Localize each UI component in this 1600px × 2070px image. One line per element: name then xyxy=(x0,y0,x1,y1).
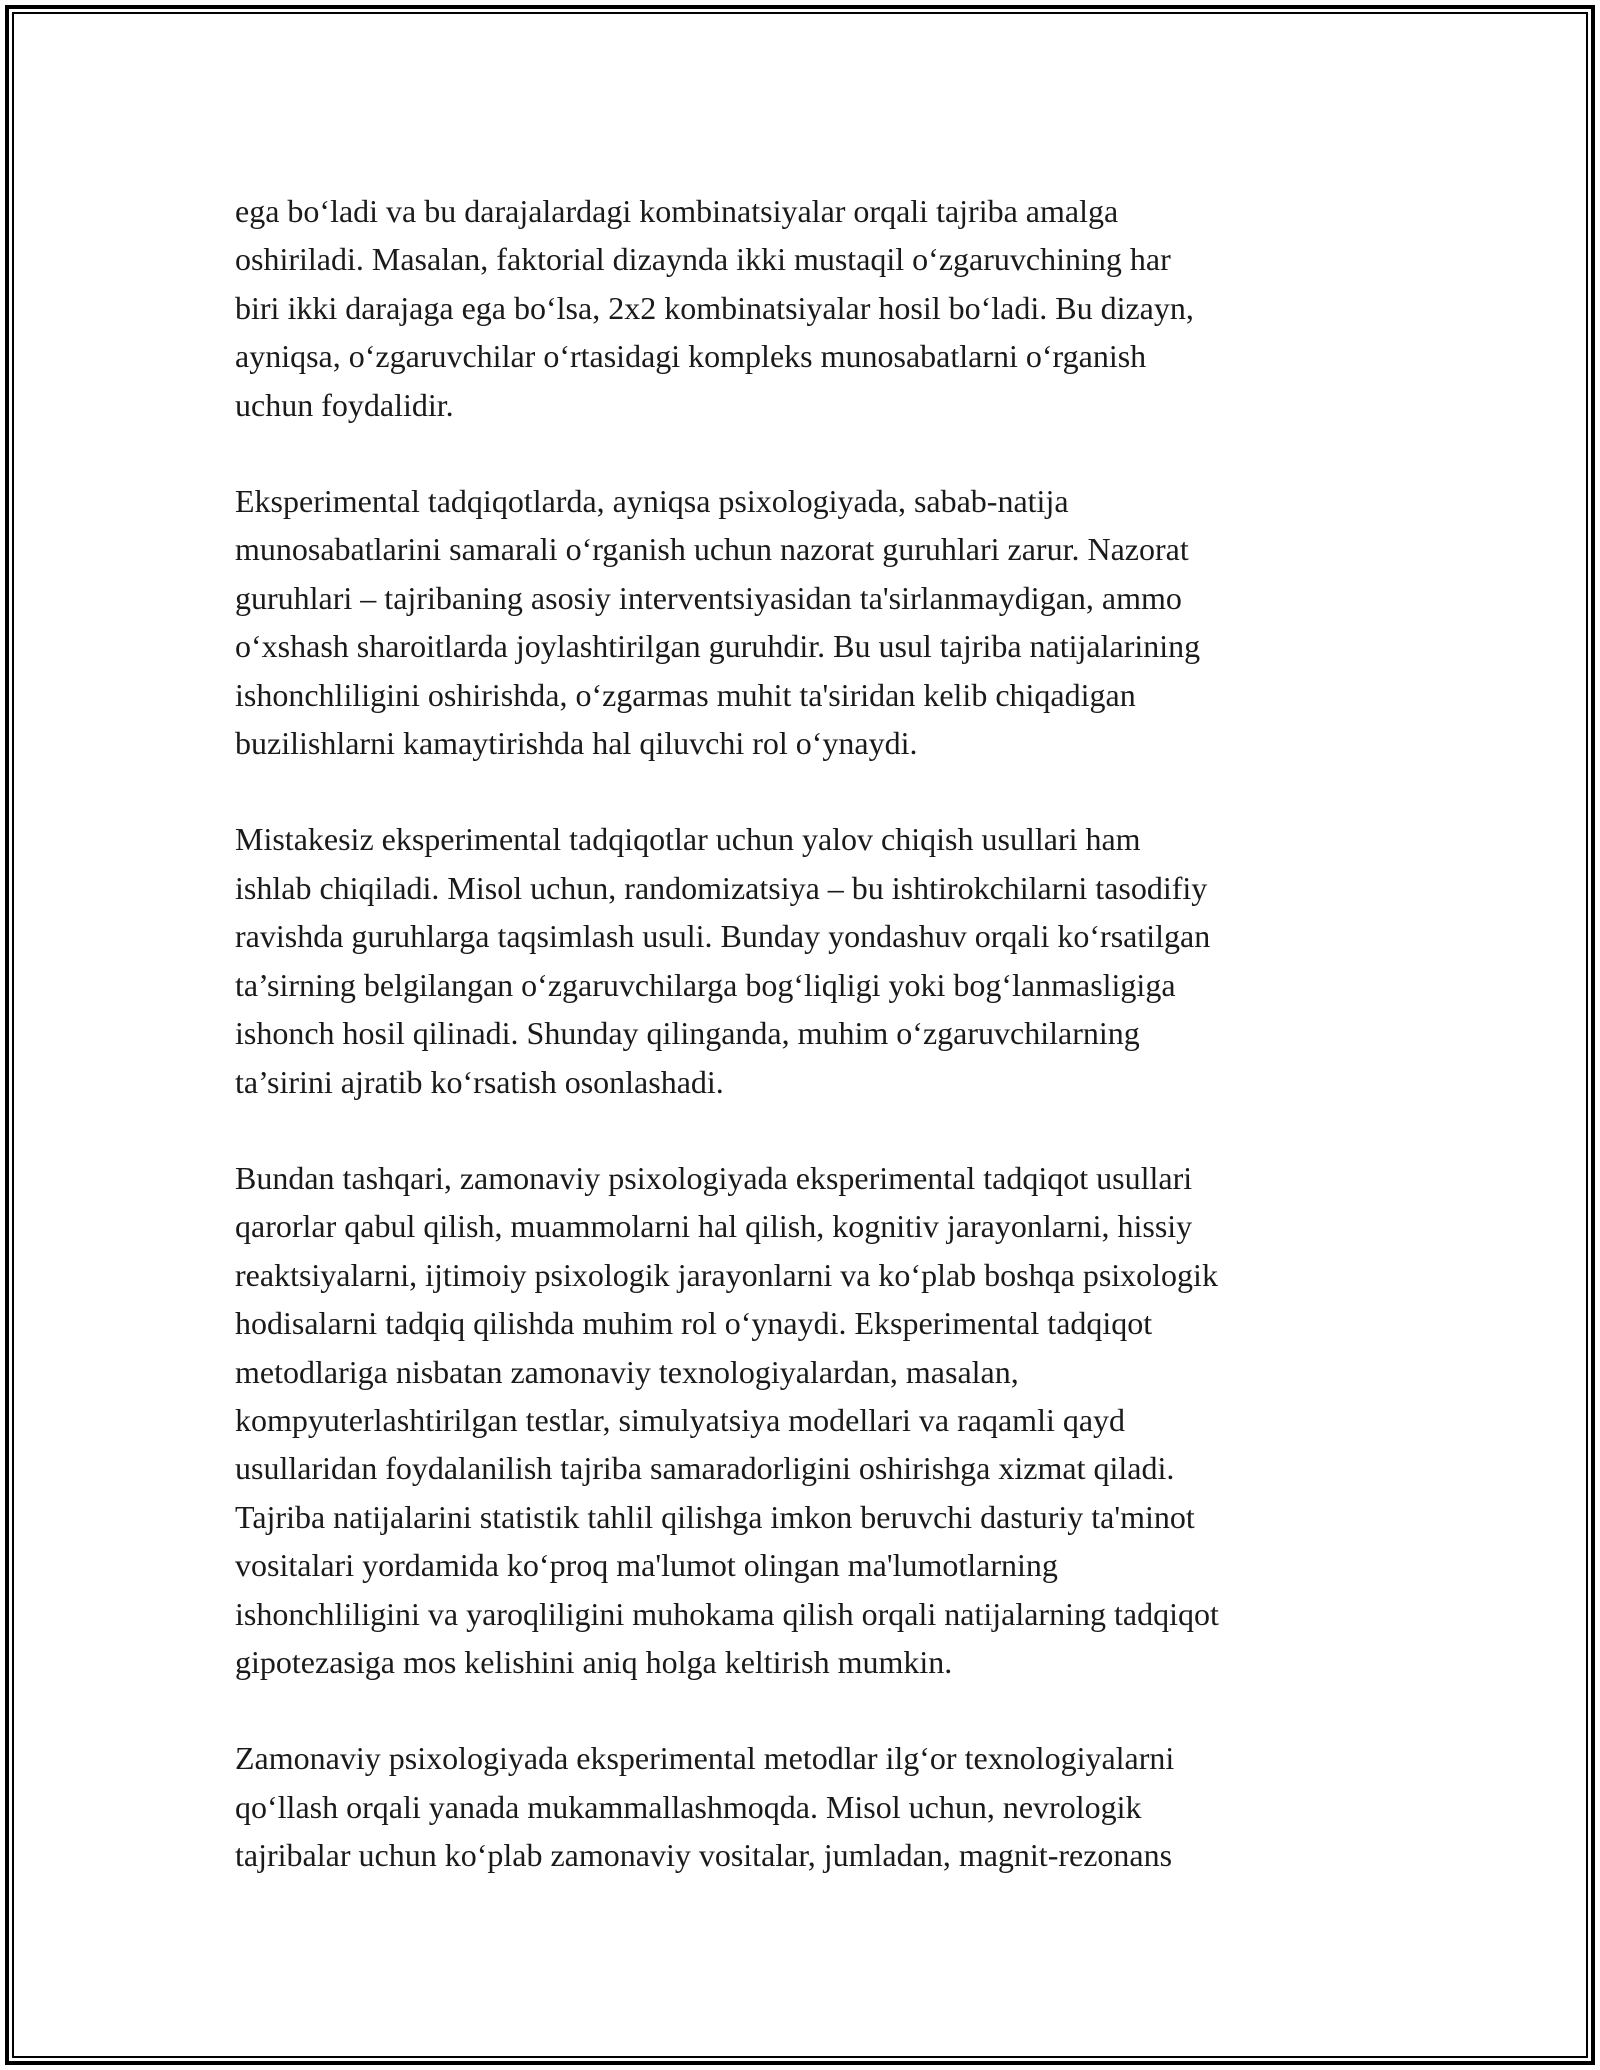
text-line: ishonchliligini oshirishda, o‘zgarmas muhit ta'siridan kelib chiqadigan xyxy=(235,676,1136,713)
text-line: oshiriladi. Masalan, faktorial dizaynda ikki mustaqil o‘zgaruvchining har xyxy=(235,241,1171,278)
text-line: ishlab chiqiladi. Misol uchun, randomizatsiya – bu ishtirokchilarni tasodifiy xyxy=(235,869,1208,906)
text-line: vositalari yordamida ko‘proq ma'lumot olingan ma'lumotlarning xyxy=(235,1547,1058,1584)
text-line: ishonch hosil qilinadi. Shunday qilinganda, muhim o‘zgaruvchilarning xyxy=(235,1015,1140,1052)
text-line: biri ikki darajaga ega bo‘lsa, 2x2 kombinatsiyalar hosil bo‘ladi. Bu dizayn, xyxy=(235,289,1194,326)
paragraph xyxy=(235,1154,1370,1686)
text-line: munosabatlarini samarali o‘rganish uchun nazorat guruhlari zarur. Nazorat xyxy=(235,531,1189,568)
text-line: Eksperimental tadqiqotlarda, ayniqsa psixologiyada, sabab-natija xyxy=(235,483,1069,520)
text-line: Bundan tashqari, zamonaviy psixologiyada eksperimental tadqiqot usullari xyxy=(235,1159,1193,1196)
text-line: hodisalarni tadqiq qilishda muhim rol o‘ynaydi. Eksperimental tadqiqot xyxy=(235,1305,1153,1342)
text-line: qo‘llash orqali yanada mukammallashmoqda. Misol uchun, nevrologik xyxy=(235,1788,1142,1825)
text-line: uchun foydalidir. xyxy=(235,386,454,423)
text-line: ega bo‘ladi va bu darajalardagi kombinatsiyalar orqali tajriba amalga xyxy=(235,193,1119,229)
paragraph xyxy=(235,1734,1370,1879)
text-line: kompyuterlashtirilgan testlar, simulyatsiya modellari va raqamli qayd xyxy=(235,1401,1126,1438)
text-line: Mistakesiz eksperimental tadqiqotlar uchun yalov chiqish usullari ham xyxy=(235,821,1141,858)
text-line: Tajriba natijalarini statistik tahlil qilishga imkon beruvchi dasturiy ta'minot xyxy=(235,1498,1195,1535)
text-line: buzilishlarni kamaytirishda hal qiluvchi rol o‘ynaydi. xyxy=(235,725,918,762)
text-line: reaktsiyalarni, ijtimoiy psixologik jarayonlarni va ko‘plab boshqa psixologik xyxy=(235,1256,1218,1293)
text-line: metodlariga nisbatan zamonaviy texnologiyalardan, masalan, xyxy=(235,1353,1019,1390)
text-line: usullaridan foydalanilish tajriba samaradorligini oshirishga xizmat qiladi. xyxy=(235,1450,1175,1487)
paragraph xyxy=(235,477,1370,767)
text-line: ravishda guruhlarga taqsimlash usuli. Bunday yondashuv orqali ko‘rsatilgan xyxy=(235,918,1211,955)
text-line: qarorlar qabul qilish, muammolarni hal qilish, kognitiv jarayonlarni, hissiy xyxy=(235,1208,1193,1245)
document-body xyxy=(235,187,1370,1928)
text-line: guruhlari – tajribaning asosiy interventsiyasidan ta'sirlanmaydigan, ammo xyxy=(235,579,1182,616)
text-line: Zamonaviy psixologiyada eksperimental metodlar ilg‘or texnologiyalarni xyxy=(235,1740,1175,1777)
text-line: ta’sirini ajratib ko‘rsatish osonlashadi. xyxy=(235,1063,724,1100)
text-line: ta’sirning belgilangan o‘zgaruvchilarga bog‘liqligi yoki bog‘lanmasligiga xyxy=(235,966,1176,1003)
text-line: gipotezasiga mos kelishini aniq holga keltirish mumkin. xyxy=(235,1643,953,1680)
text-line: tajribalar uchun ko‘plab zamonaviy vositalar, jumladan, magnit-rezonans xyxy=(235,1837,1173,1874)
text-line: o‘xshash sharoitlarda joylashtirilgan guruhdir. Bu usul tajriba natijalarining xyxy=(235,628,1201,665)
paragraph xyxy=(235,815,1370,1105)
paragraph xyxy=(235,187,1370,429)
text-line: ishonchliligini va yaroqliligini muhokama qilish orqali natijalarning tadqiqot xyxy=(235,1595,1219,1632)
text-line: ayniqsa, o‘zgaruvchilar o‘rtasidagi kompleks munosabatlarni o‘rganish xyxy=(235,338,1147,375)
